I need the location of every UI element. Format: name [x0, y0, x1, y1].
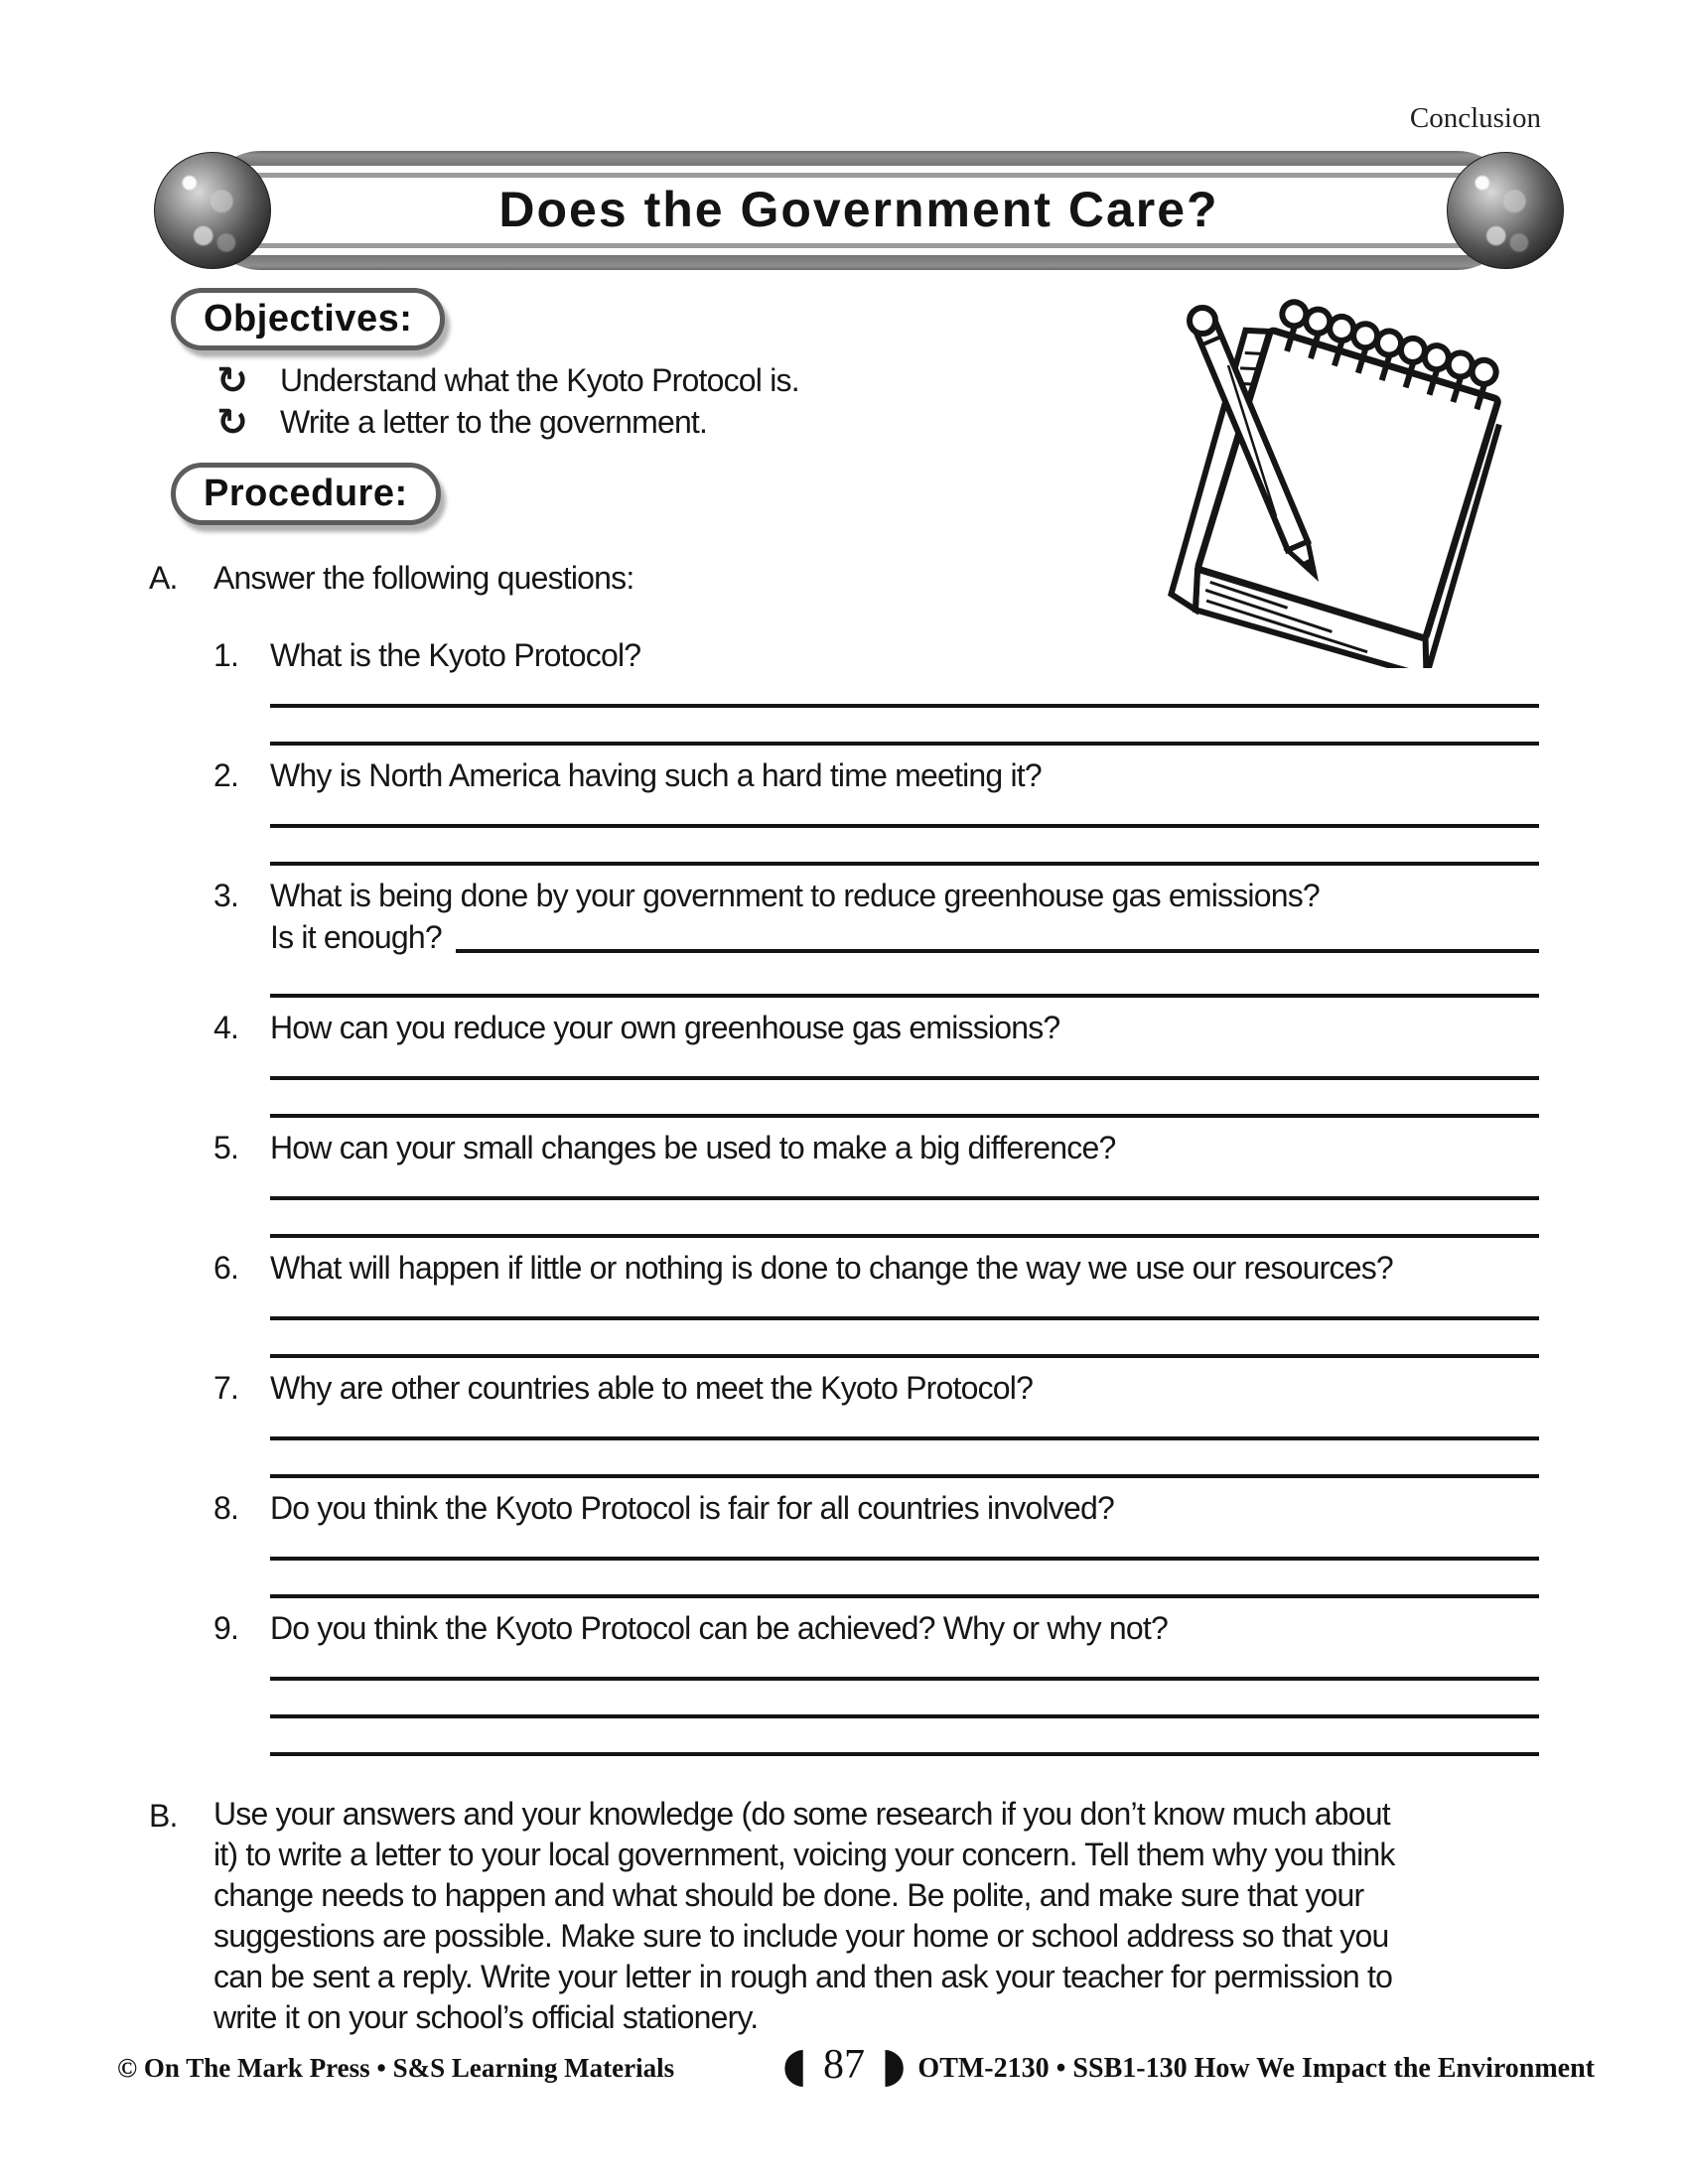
answer-line — [270, 796, 1539, 828]
paragraph-line: write it on your school’s official stationery. — [213, 1999, 759, 2035]
question-subtext: Is it enough? — [270, 919, 442, 955]
question-9 — [213, 1607, 1539, 1756]
objectives-list — [216, 359, 799, 443]
question-2 — [213, 754, 1539, 866]
question-7 — [213, 1367, 1539, 1478]
procedure-heading: Procedure: — [171, 463, 441, 525]
question-5 — [213, 1127, 1539, 1238]
section-instruction: Answer the following questions: — [213, 560, 634, 596]
answer-line — [270, 676, 1539, 708]
paragraph-line: it) to write a letter to your local government, voicing your concern. Tell them why you think — [213, 1837, 1395, 1872]
question-number: 2. — [213, 757, 239, 793]
question-number: 5. — [213, 1130, 239, 1165]
question-number: 7. — [213, 1370, 239, 1406]
question-number: 8. — [213, 1490, 239, 1526]
question-1 — [213, 634, 1539, 746]
answer-line — [270, 834, 1539, 866]
paragraph-line: change needs to happen and what should be done. Be polite, and make sure that your — [213, 1877, 1364, 1913]
answer-line — [270, 1289, 1539, 1320]
section-instruction — [213, 1794, 1539, 2038]
circular-arrow-bullet-icon: ↻ — [216, 358, 248, 402]
left-half-circle-icon: ◖ — [781, 2037, 807, 2093]
answer-line — [270, 1446, 1539, 1478]
question-3 — [213, 875, 1539, 998]
question-number: 1. — [213, 637, 239, 673]
answer-line — [270, 1326, 1539, 1358]
answer-line — [456, 916, 1539, 953]
answer-line — [270, 1687, 1539, 1718]
objective-text: Understand what the Kyoto Protocol is. — [280, 361, 799, 398]
page-title: Does the Government Care? — [498, 182, 1219, 237]
question-4 — [213, 1007, 1539, 1118]
section-label: B. — [149, 1798, 178, 1834]
answer-line — [270, 966, 1539, 998]
corner-label: Conclusion — [1409, 102, 1541, 134]
question-text: Why are other countries able to meet the Kyoto Protocol? — [270, 1370, 1034, 1406]
question-6 — [213, 1247, 1539, 1358]
question-number: 4. — [213, 1010, 239, 1045]
section-b — [149, 1794, 1539, 2038]
answer-line — [270, 1206, 1539, 1238]
footer-product-code: OTM-2130 • SSB1-130 How We Impact the Environment — [917, 2053, 1595, 2084]
circular-arrow-bullet-icon: ↻ — [216, 400, 248, 444]
question-number: 9. — [213, 1610, 239, 1646]
question-text: What will happen if little or nothing is done to change the way we use our resources? — [270, 1250, 1393, 1286]
objectives-heading: Objectives: — [171, 288, 445, 350]
section-a — [149, 556, 1539, 600]
paragraph-line: Use your answers and your knowledge (do some research if you don’t know much about — [213, 1796, 1390, 1832]
paragraph-line: suggestions are possible. Make sure to include your home or school address so that you — [213, 1918, 1389, 1954]
answer-line — [270, 1086, 1539, 1118]
question-text: How can your small changes be used to make a big difference? — [270, 1130, 1116, 1165]
question-text: How can you reduce your own greenhouse gas emissions? — [270, 1010, 1060, 1045]
answer-line — [270, 1529, 1539, 1561]
answer-line — [270, 1724, 1539, 1756]
question-text: What is being done by your government to reduce greenhouse gas emissions? — [270, 878, 1320, 913]
earth-icon — [1447, 152, 1564, 269]
worksheet-body — [149, 556, 1539, 2038]
footer-publisher: © On The Mark Press • S&S Learning Materials — [117, 2053, 675, 2083]
list-item — [216, 359, 799, 401]
answer-line — [270, 714, 1539, 746]
question-text: Do you think the Kyoto Protocol can be achieved? Why or why not? — [270, 1610, 1169, 1646]
paragraph-line: can be sent a reply. Write your letter in rough and then ask your teacher for permission to — [213, 1959, 1393, 1994]
list-item — [216, 401, 799, 443]
answer-line — [270, 1567, 1539, 1598]
right-half-circle-icon: ◗ — [881, 2037, 907, 2093]
question-list — [213, 634, 1539, 1756]
page-number: 87 — [823, 2042, 865, 2088]
section-label: A. — [149, 560, 178, 596]
question-text: Do you think the Kyoto Protocol is fair for all countries involved? — [270, 1490, 1114, 1526]
objective-text: Write a letter to the government. — [280, 403, 708, 440]
answer-line — [270, 1409, 1539, 1440]
question-text: What is the Kyoto Protocol? — [270, 637, 641, 673]
answer-line — [270, 1649, 1539, 1681]
question-8 — [213, 1487, 1539, 1598]
title-banner — [154, 151, 1564, 270]
answer-line — [270, 1048, 1539, 1080]
question-text: Why is North America having such a hard time meeting it? — [270, 757, 1042, 793]
answer-line — [270, 1168, 1539, 1200]
question-number: 6. — [213, 1250, 239, 1286]
question-number: 3. — [213, 878, 239, 913]
earth-icon — [154, 152, 271, 269]
